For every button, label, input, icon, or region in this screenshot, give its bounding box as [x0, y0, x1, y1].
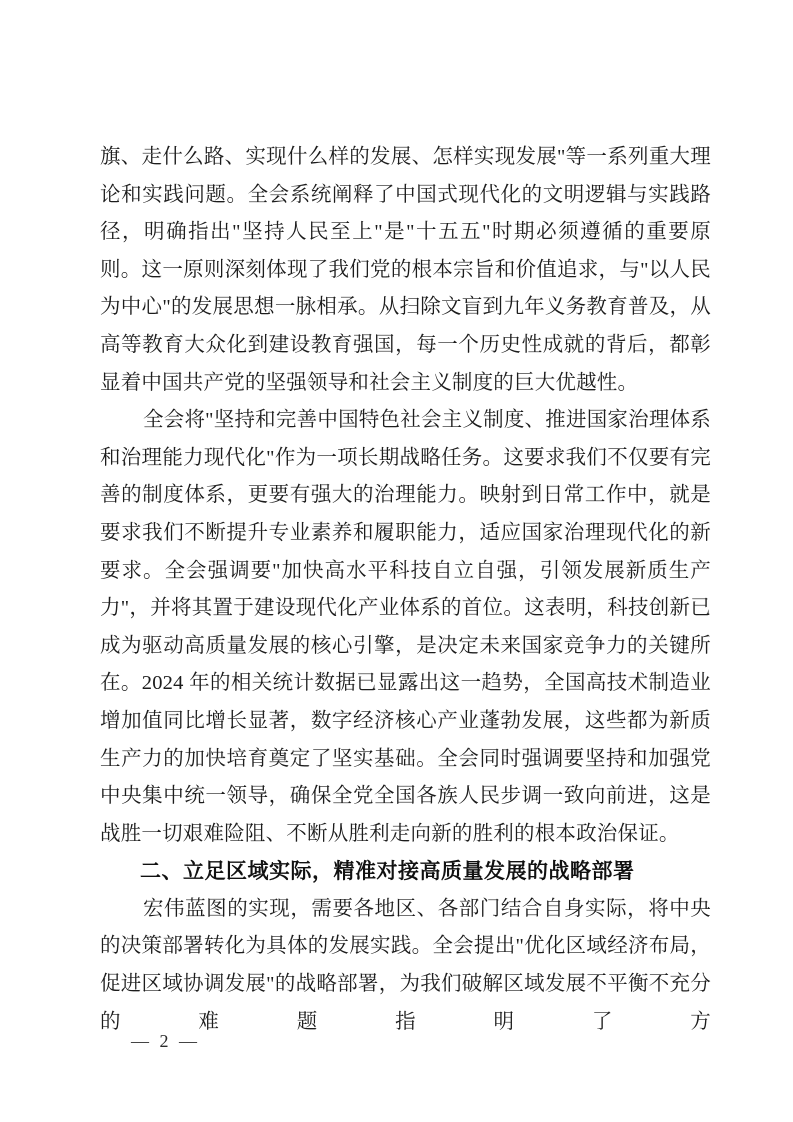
document-body: [100, 139, 711, 1041]
section-heading: 二、立足区域实际，精准对接高质量发展的战略部署: [140, 860, 635, 884]
page-number: — 2 —: [131, 1031, 200, 1051]
body-paragraph: 全会将"坚持和完善中国特色社会主义制度、推进国家治理体系和治理能力现代化"作为一项长期战略任务。这要求我们不仅要有完善的制度体系，更要有强大的治理能力。映射到日常工作中，就是要求我们不断提升专业素养和履职能力，适应国家治理现代化的新要求。全会强调要"加快高水平科技自立自强，引领发展新质生产力"，并将其置于建设现代化产业体系的首位。这表明，科技创新已成为驱动高质量发展的核心引擎，是决定未来国家竞争力的关键所在。2024 年的相关统计数据已显露出这一趋势，全国高技术制造业增加值同比增长显著，数字经济核心产业蓬勃发展，这些都为新质生产力的加快培育奠定了坚实基础。全会同时强调要坚持和加强党中央集中统一领导，确保全党全国各族人民步调一致向前进，这是战胜一切艰难险阻、不断从胜利走向新的胜利的根本政治保证。: [100, 409, 711, 845]
body-paragraph: 宏伟蓝图的实现，需要各地区、各部门结合自身实际，将中央的决策部署转化为具体的发展实践。全会提出"优化区域经济布局，促进区域协调发展"的战略部署，为我们破解区域发展不平衡不充分的难题指明了方: [100, 897, 711, 1033]
body-paragraph-continued: 旗、走什么路、实现什么样的发展、怎样实现发展"等一系列重大理论和实践问题。全会系统阐释了中国式现代化的文明逻辑与实践路径，明确指出"坚持人民至上"是"十五五"时期必须遵循的重要原则。这一原则深刻体现了我们党的根本宗旨和价值追求，与"以人民为中心"的发展思想一脉相承。从扫除文盲到九年义务教育普及，从高等教育大众化到建设教育强国，每一个历史性成就的背后，都彰显着中国共产党的坚强领导和社会主义制度的巨大优越性。: [100, 146, 711, 394]
